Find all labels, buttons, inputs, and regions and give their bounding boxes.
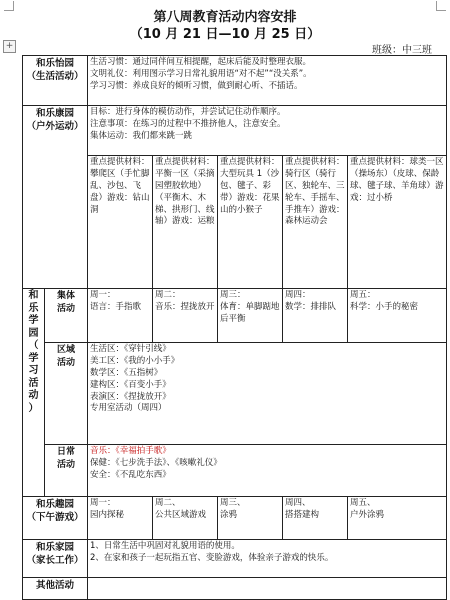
health-area-cell: 重点提供材料：骑行区（骑行区、独轮车、三轮车、手摇车、手推车）游戏：森林运动会 — [283, 156, 348, 289]
study-area-line: 表演区：《捏拢放开》 — [90, 391, 171, 402]
study-section-label: 和 乐 学 园 （ 学 习 活 动 ） — [23, 289, 45, 497]
health-section-label: 和乐康园 （户外运动） — [23, 106, 88, 289]
study-area-line: 专用室活动（周四） — [90, 403, 167, 414]
study-area-line: 生活区：《穿针引线》 — [90, 344, 171, 354]
games-cell: 周一： 园内探秘 — [88, 497, 153, 540]
study-collective-cell: 周四： 数学：排排队 — [283, 289, 348, 343]
health-area-cell: 重点提供材料：平衡一区（采摘园塑胶软地）（平衡木、木梯、拱形门、线轴）游戏：运粮 — [153, 156, 218, 289]
study-collective-cell: 周二： 音乐：捏拢放开 — [153, 289, 218, 343]
document-date-range: （10 月 21 日—10 月 25 日） — [129, 27, 321, 42]
life-line: 生活习惯：通过同伴间互相提醒，起床后能及时整理衣服。 — [90, 57, 312, 67]
weekly-plan-table — [22, 55, 447, 600]
study-daily-line: 保健：《七步洗手法》、《咳嗽礼仪》 — [90, 457, 222, 468]
health-note: 注意事项：在练习的过程中不推挤他人，注意安全。 — [90, 118, 286, 129]
health-collective: 集体运动：我们都来跳一跳 — [90, 130, 193, 141]
study-collective-row — [23, 289, 447, 343]
life-line: 学习习惯：养成良好的倾听习惯，做到耐心听、不插话。 — [90, 80, 303, 91]
study-area-line: 建构区：《百变小手》 — [90, 379, 171, 390]
life-row — [23, 56, 447, 106]
study-area-row — [23, 343, 447, 445]
life-content — [88, 56, 447, 106]
study-daily-line: 音乐：《幸福拍手歌》 — [90, 446, 171, 456]
study-collective-cell: 周五： 科学：小手的秘密 — [348, 289, 447, 343]
study-daily-row — [23, 445, 447, 497]
games-cell: 周五、 户外涂鸦 — [348, 497, 447, 540]
study-area-content — [88, 343, 447, 445]
health-info-row — [23, 106, 447, 156]
study-collective-cell: 周三： 体育：单脚踮地后平衡 — [218, 289, 283, 343]
home-content — [88, 540, 447, 578]
games-cell: 周三、 涂鸦 — [218, 497, 283, 540]
class-label: 班级：中三班 — [372, 45, 432, 56]
home-line: 2、在家和孩子一起玩指五官、变脸游戏，体验亲子游戏的快乐。 — [90, 552, 334, 563]
games-section-label: 和乐趣园 （下午游戏） — [23, 497, 88, 540]
other-section-label: 其他活动 — [23, 578, 88, 600]
life-line: 文明礼仪：利用图示学习日常礼貌用语“对不起”“没关系”。 — [90, 68, 312, 79]
study-daily-label: 日常 活动 — [45, 445, 88, 497]
table-move-handle-icon[interactable]: + — [3, 40, 16, 53]
document-title: 第八周教育活动内容安排 — [153, 10, 297, 25]
health-area-cell: 重点提供材料：球类一区（操场东）（皮球、保龄球、毽子球、羊角球）游戏：过小桥 — [348, 156, 447, 289]
home-line: 1、日常生活中巩固对礼貌用语的使用。 — [90, 541, 240, 551]
games-cell: 周四、 搭搭建构 — [283, 497, 348, 540]
health-info — [88, 106, 447, 156]
home-section-label: 和乐家园 （家长工作） — [23, 540, 88, 578]
games-row — [23, 497, 447, 540]
home-row — [23, 540, 447, 578]
life-section-label: 和乐怡园 （生活活动） — [23, 56, 88, 106]
health-area-cell: 重点提供材料：攀爬区（手忙脚乱、沙包、飞盘）游戏：钻山洞 — [88, 156, 153, 289]
other-row — [23, 578, 447, 600]
study-daily-line: 安全：《不乱吃东西》 — [90, 469, 171, 480]
other-content — [88, 578, 447, 600]
study-collective-cell: 周一： 语言：手指歌 — [88, 289, 153, 343]
study-area-line: 数学区：《五指树》 — [90, 367, 163, 378]
games-cell: 周二、 公共区域游戏 — [153, 497, 218, 540]
health-goal: 目标：进行身体的模仿动作，并尝试记住动作顺序。 — [90, 107, 286, 117]
study-area-label: 区域 活动 — [45, 343, 88, 445]
study-area-line: 美工区：《我的小小手》 — [90, 355, 180, 366]
study-collective-label: 集体 活动 — [45, 289, 88, 343]
health-area-cell: 重点提供材料：大型玩具 1（沙包、毽子、彩带）游戏：花果山的小猴子 — [218, 156, 283, 289]
study-daily-content — [88, 445, 447, 497]
